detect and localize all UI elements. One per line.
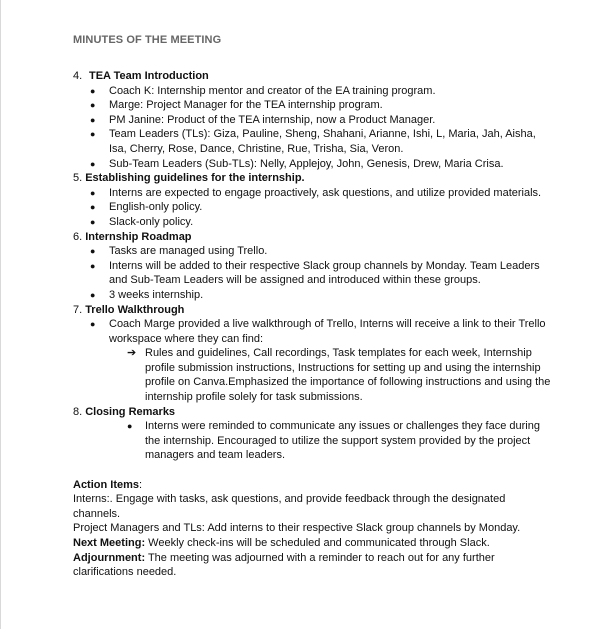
adjournment-label: Adjournment:	[73, 551, 146, 564]
section-title: Closing Remarks	[85, 405, 176, 418]
action-items	[73, 478, 553, 580]
sub-list-item	[73, 346, 553, 404]
action-items-colon: :	[139, 478, 143, 491]
list-item	[73, 200, 553, 215]
bullet-list	[73, 186, 553, 230]
list-item	[73, 157, 553, 172]
list-item-text: Interns were reminded to communicate any issues or challenges they face during the internship. Encouraged to utilize the support system provided by the project managers and team leaders.	[145, 420, 540, 462]
list-item-text: Interns will be added to their respective Slack group channels by Monday. Team Leaders and Sub-Team Leaders will be assigned and introduced within these groups.	[109, 259, 540, 287]
list-item	[73, 113, 553, 128]
next-meeting-text: Weekly check-ins will be scheduled and communicated through Slack.	[145, 537, 490, 549]
section-title: Internship Roadmap	[85, 230, 192, 243]
section-7	[73, 303, 553, 405]
list-item-text: PM Janine: Product of the TEA internship, now a Product Manager.	[109, 113, 436, 126]
bullet-icon: ●	[90, 114, 96, 125]
next-meeting	[73, 536, 553, 551]
list-item	[73, 419, 553, 463]
bullet-icon: ●	[90, 85, 96, 96]
bullet-icon: ●	[90, 289, 96, 300]
bullet-icon: ●	[90, 100, 96, 111]
bullet-list	[73, 84, 553, 172]
section-heading	[73, 171, 553, 186]
section-title: Trello Walkthrough	[85, 303, 185, 316]
list-item-text: Team Leaders (TLs): Giza, Pauline, Sheng, Shahani, Arianne, Ishi, L, Maria, Jah, Aisha, Isa, Cherry, Rose, Dance, Christine, Rue, Trisha, Sia, Veron.	[109, 128, 536, 155]
bullet-list	[73, 244, 553, 302]
sub-list-item-text: Rules and guidelines, Call recordings, Task templates for each week, Internship profile submission instructions, Instructions for setting up and using the internship profile on Canva.Emphasized the importance of following instructions and using the internship profile solely for task submissions.	[145, 347, 551, 404]
list-item-text: Interns are expected to engage proactively, ask questions, and utilize provided materials.	[109, 186, 542, 199]
list-item-text: Tasks are managed using Trello.	[109, 245, 268, 258]
bullet-icon: ●	[127, 421, 133, 432]
document-title: MINUTES OF THE MEETING	[73, 34, 222, 46]
bullet-icon: ●	[90, 202, 96, 213]
section-title: Establishing guidelines for the internship.	[85, 172, 305, 185]
list-item	[73, 244, 553, 259]
action-items-title: Action Items	[73, 478, 140, 491]
section-title: TEA Team Introduction	[89, 70, 209, 82]
section-number: 8.	[73, 405, 83, 418]
bullet-icon: ●	[90, 260, 96, 271]
section-heading	[73, 303, 553, 318]
document-body	[73, 69, 553, 580]
list-item-text: Coach Marge provided a live walkthrough of Trello, Interns will receive a link to their Trello workspace where they can find:	[109, 318, 546, 345]
list-item	[73, 186, 553, 201]
list-item	[73, 215, 553, 230]
bullet-icon: ●	[90, 246, 96, 257]
list-item	[73, 259, 553, 288]
list-item	[73, 98, 553, 113]
list-item	[73, 288, 553, 303]
list-item-text: Slack-only policy.	[109, 215, 194, 228]
bullet-icon: ●	[90, 187, 96, 198]
section-number: 5.	[73, 172, 83, 185]
list-item-text: Sub-Team Leaders (Sub-TLs): Nelly, Applejoy, John, Genesis, Drew, Maria Crisa.	[109, 157, 504, 170]
list-item	[73, 127, 553, 156]
bullet-icon: ●	[90, 319, 96, 330]
pm-action: Project Managers and TLs: Add interns to their respective Slack group channels by Monday.	[73, 522, 521, 535]
section-8	[73, 405, 553, 463]
bullet-list	[73, 419, 553, 463]
next-meeting-label: Next Meeting:	[73, 537, 146, 549]
bullet-icon: ●	[90, 158, 96, 169]
bullet-icon: ●	[90, 216, 96, 227]
section-5	[73, 171, 553, 229]
section-number: 6.	[73, 230, 83, 243]
bullet-list	[73, 317, 553, 346]
list-item-text: Coach K: Internship mentor and creator of the EA training program.	[109, 84, 436, 97]
list-item-text: 3 weeks internship.	[109, 288, 204, 301]
list-item-text: English-only policy.	[109, 201, 203, 214]
page-edge	[0, 0, 1, 629]
section-heading	[73, 69, 553, 84]
action-items-heading	[73, 478, 553, 493]
arrow-right-icon: ➔	[127, 347, 137, 360]
section-number: 4.	[73, 70, 83, 82]
adjournment	[73, 551, 553, 580]
list-item	[73, 84, 553, 99]
section-heading	[73, 405, 553, 420]
section-4	[73, 69, 553, 171]
list-item-text: Marge: Project Manager for the TEA internship program.	[109, 99, 383, 112]
interns-action: Interns:. Engage with tasks, ask questions, and provide feedback through the designated channels.	[73, 493, 506, 520]
section-heading	[73, 230, 553, 245]
section-number: 7.	[73, 303, 83, 316]
list-item	[73, 317, 553, 346]
section-6	[73, 230, 553, 303]
bullet-icon: ●	[90, 129, 96, 140]
adjournment-text: The meeting was adjourned with a reminder to reach out for any further clarifications needed.	[73, 551, 495, 579]
